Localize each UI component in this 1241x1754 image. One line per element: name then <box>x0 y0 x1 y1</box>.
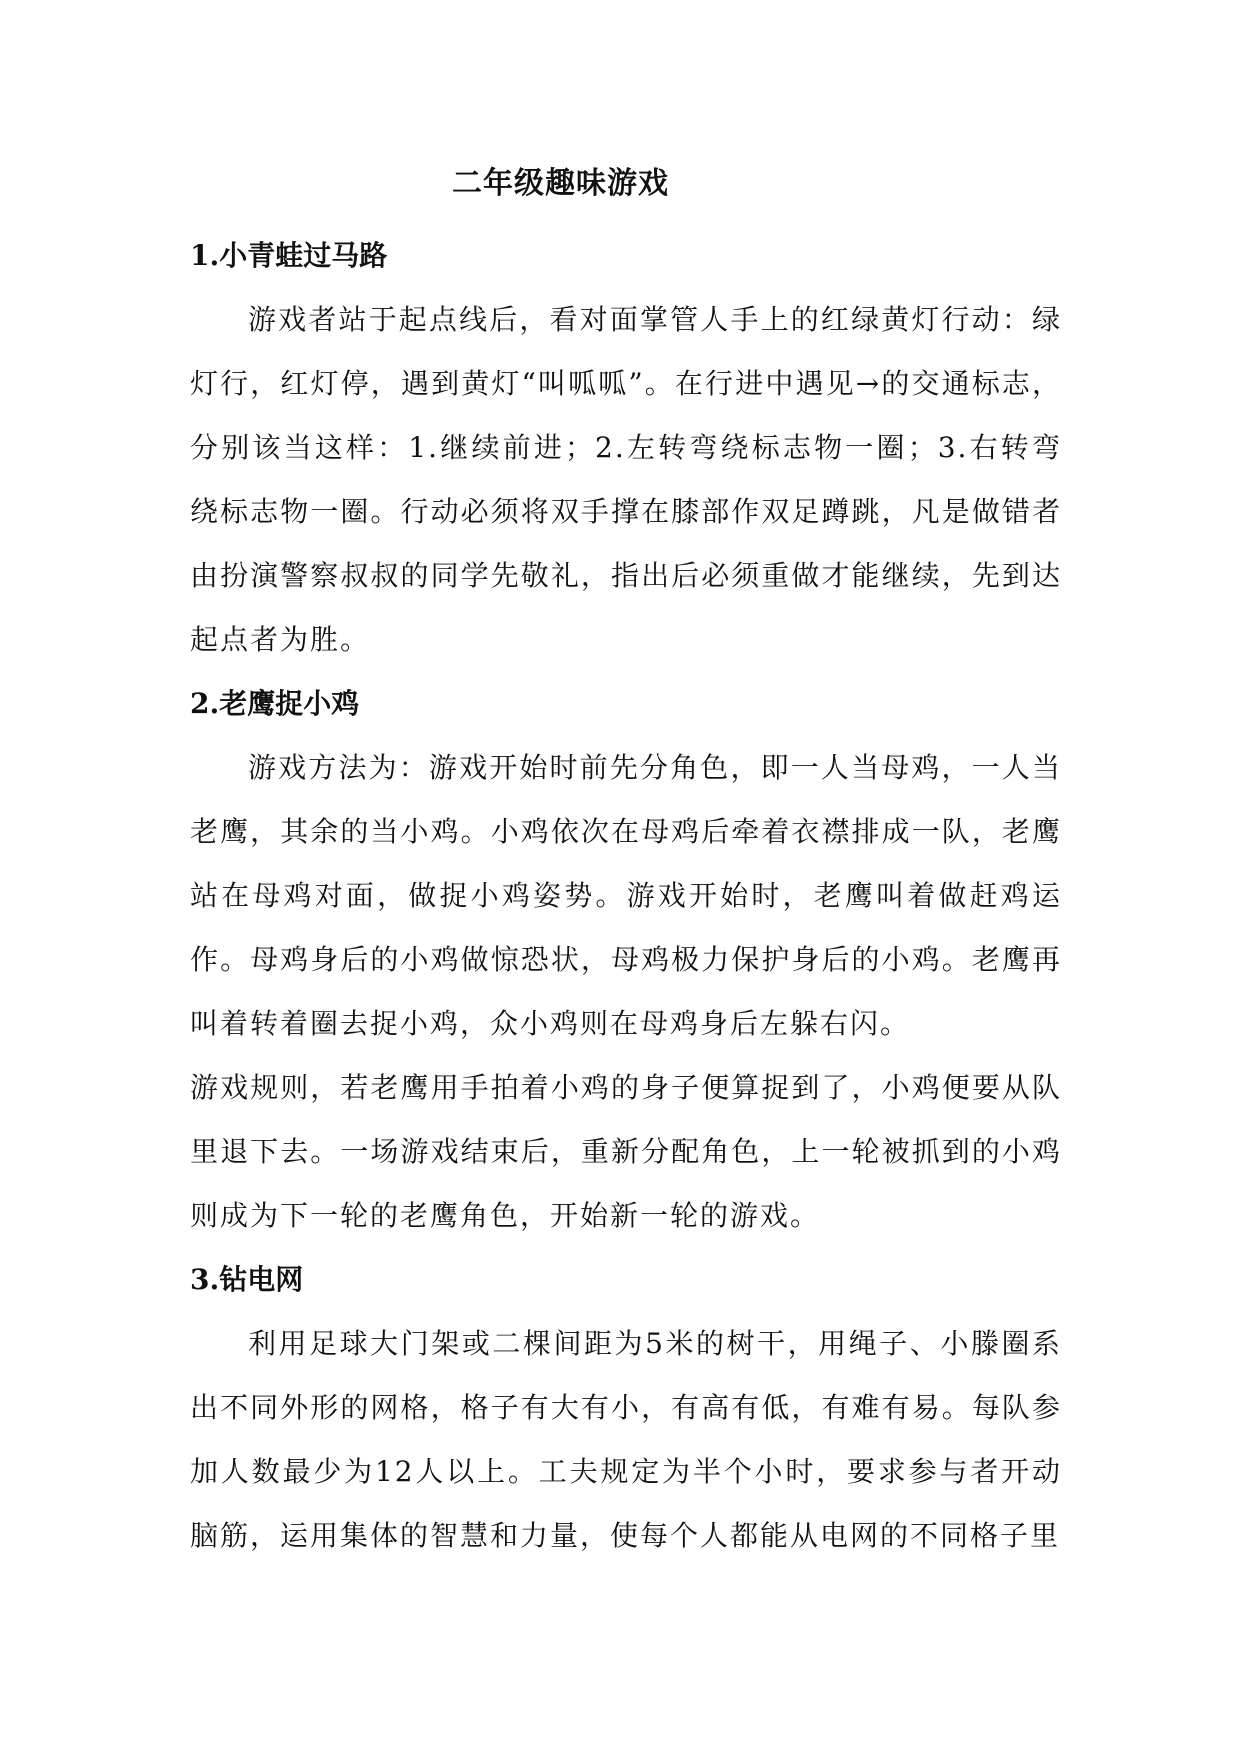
section-paragraph: 游戏规则，若老鹰用手拍着小鸡的身子便算捉到了，小鸡便要从队里退下去。一场游戏结束后，重新分配角色，上一轮被抓到的小鸡则成为下一轮的老鹰角色，开始新一轮的游戏。 <box>190 1071 1062 1232</box>
document-title: 二年级趣味游戏 <box>452 166 669 201</box>
section-paragraph: 利用足球大门架或二棵间距为5米的树干，用绳子、小滕圈系出不同外形的网格，格子有大有小，有高有低，有难有易。每队参加人数最少为12人以上。工夫规定为半个小时，要求参与者开动脑筋，运用集体的智慧和力量，使每个人都能从电网的不同格子里 <box>190 1327 1062 1552</box>
section-frog <box>190 224 1062 672</box>
section-paragraph: 游戏方法为：游戏开始时前先分角色，即一人当母鸡，一人当老鹰，其余的当小鸡。小鸡依次在母鸡后牵着衣襟排成一队，老鹰站在母鸡对面，做捉小鸡姿势。游戏开始时，老鹰叫着做赶鸡运作。母鸡身后的小鸡做惊恐状，母鸡极力保护身后的小鸡。老鹰再叫着转着圈去捉小鸡，众小鸡则在母鸡身后左躲右闪。 <box>190 751 1062 1040</box>
section-eagle <box>190 672 1062 1248</box>
section-heading: 2.老鹰捉小鸡 <box>190 687 360 720</box>
section-paragraph: 游戏者站于起点线后，看对面掌管人手上的红绿黄灯行动：绿灯行，红灯停，遇到黄灯“叫呱呱”。在行进中遇见→的交通标志，分别该当这样：1.继续前进；2.左转弯绕标志物一圈；3.右转弯绕标志物一圈。行动必须将双手撑在膝部作双足蹲跳，凡是做错者由扮演警察叔叔的同学先敬礼，指出后必须重做才能继续，先到达起点者为胜。 <box>190 303 1062 656</box>
document-body <box>190 224 1062 1568</box>
section-heading: 1.小青蛙过马路 <box>190 239 388 272</box>
section-heading: 3.钻电网 <box>190 1263 304 1296</box>
section-net <box>190 1248 1062 1568</box>
